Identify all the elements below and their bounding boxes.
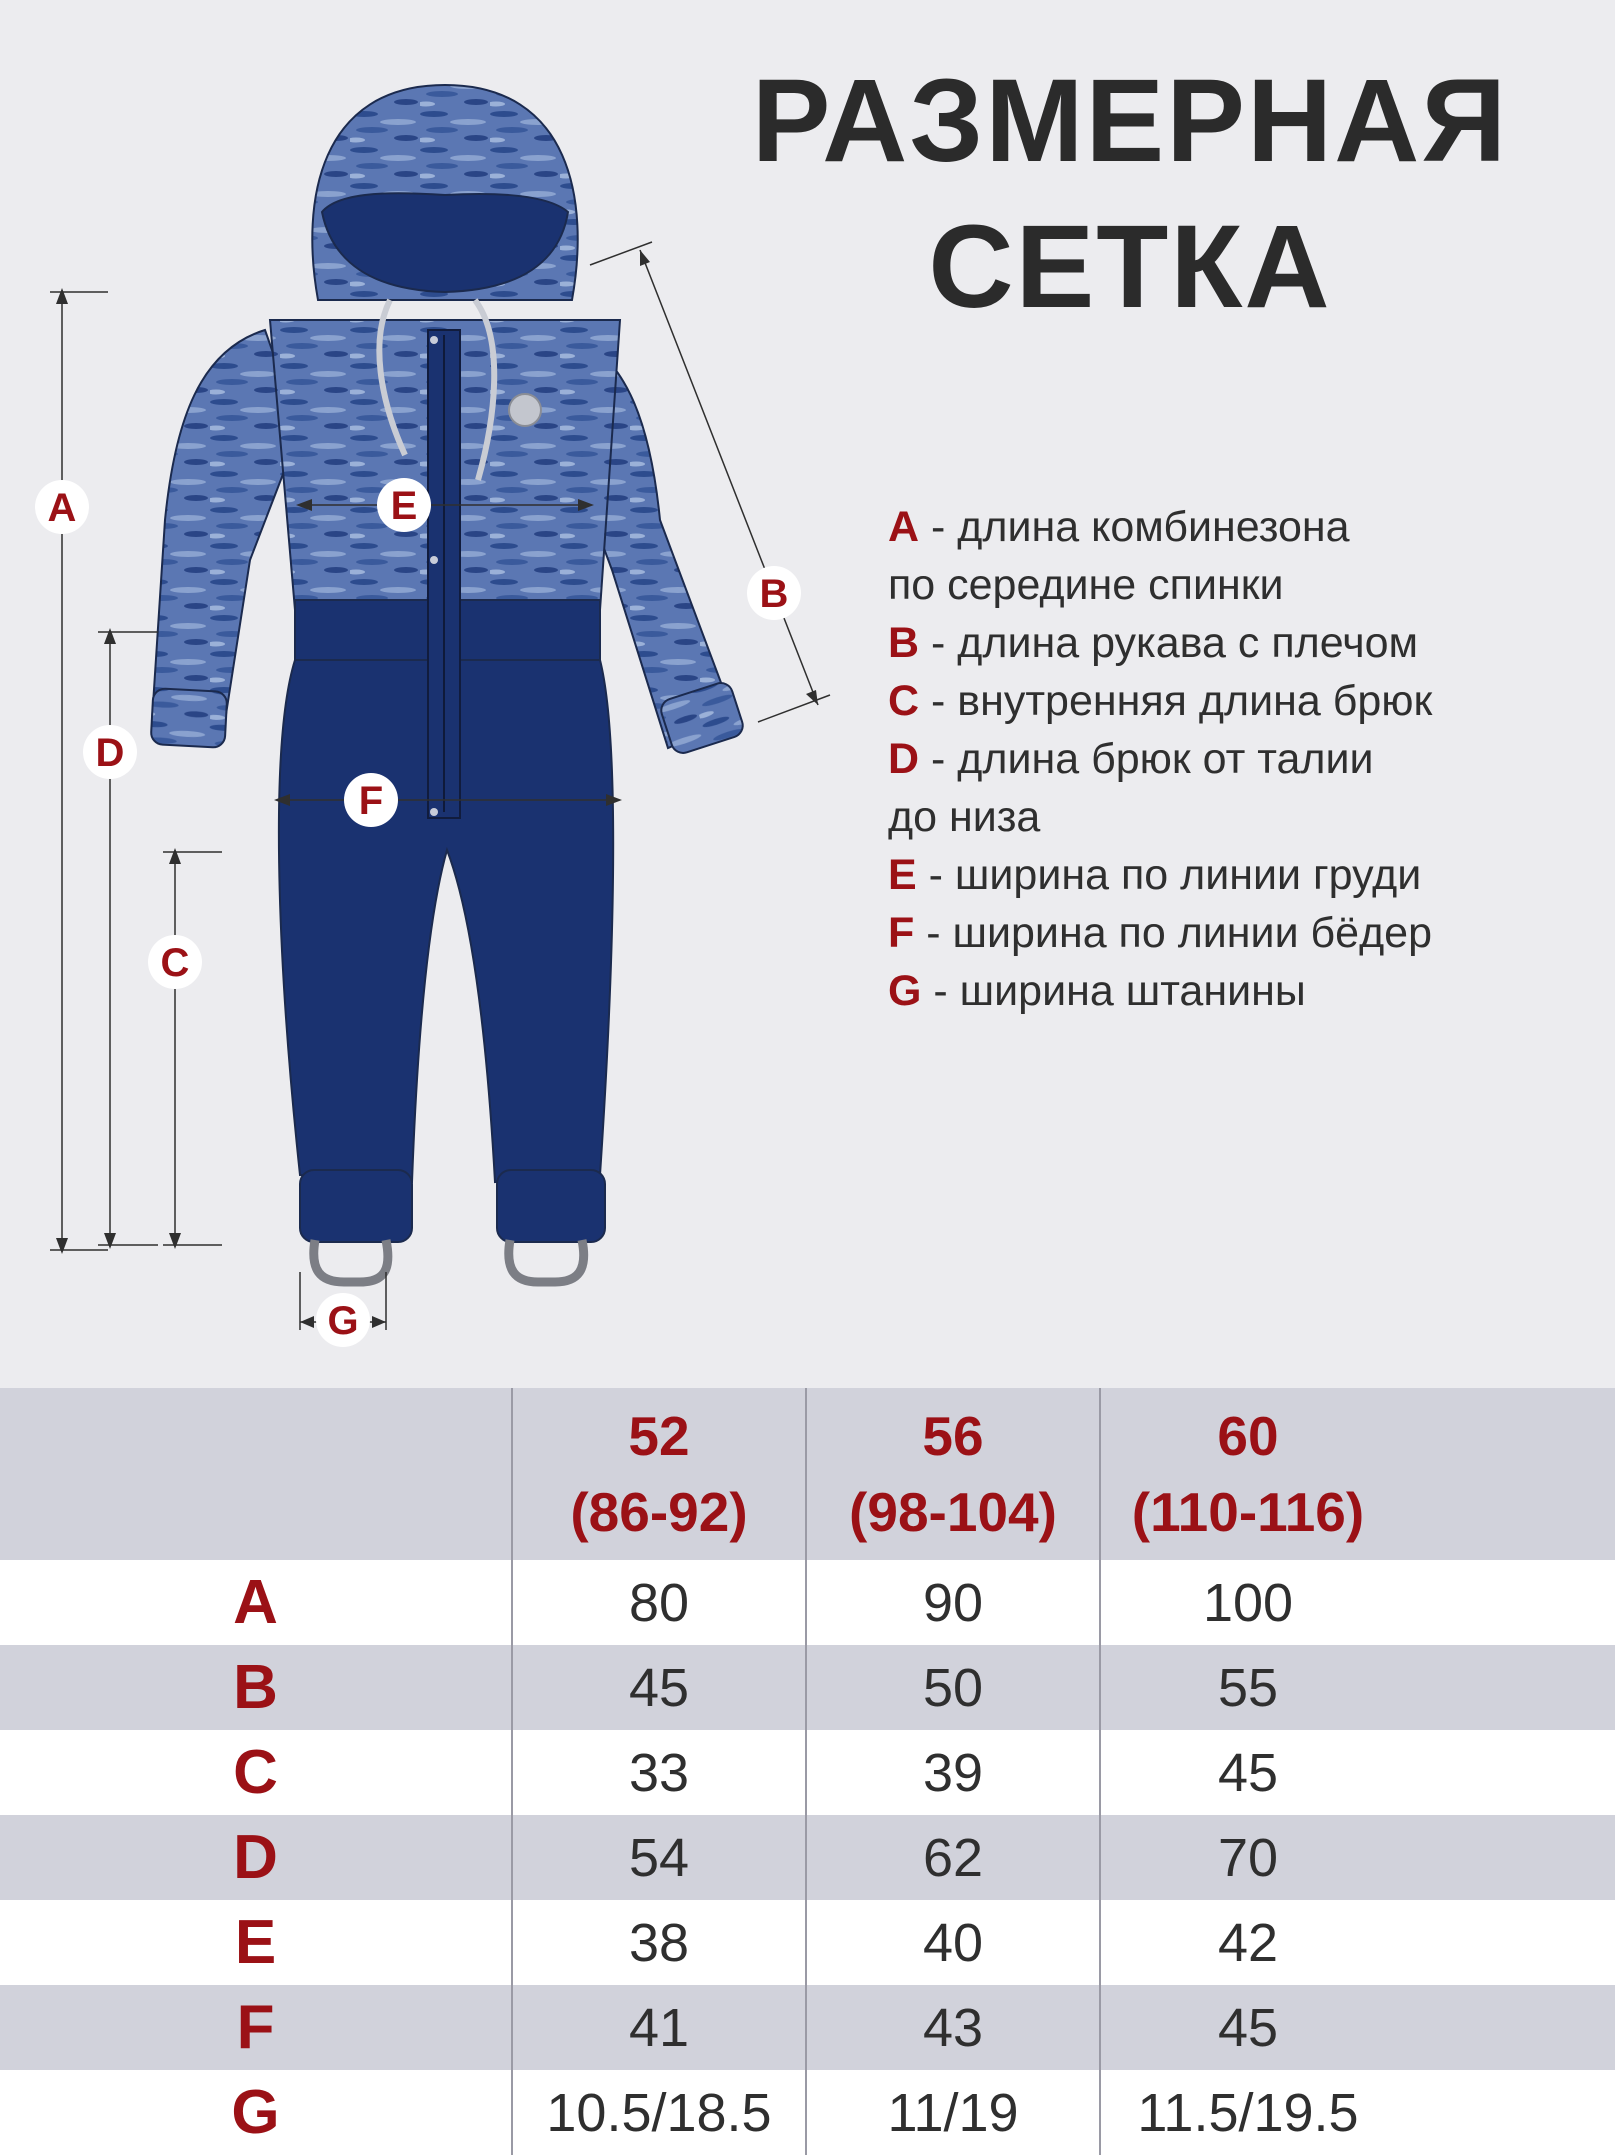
left-cuff	[151, 688, 228, 748]
row-label: B	[233, 1653, 278, 1722]
row-label: D	[233, 1823, 278, 1892]
table-cell: 43	[806, 1985, 1100, 2070]
table-row	[0, 1815, 1615, 1900]
legend-text: - ширина по линии бёдер	[914, 909, 1433, 957]
reflective-badge	[509, 394, 541, 426]
legend-text: - ширина штанины	[921, 967, 1306, 1015]
row-label: C	[233, 1738, 278, 1807]
table-cell: 45	[1100, 1985, 1615, 2070]
right-leg-cuff	[497, 1170, 605, 1242]
row-label: E	[234, 1908, 277, 1977]
legend-text: - внутренняя длина брюк	[919, 677, 1433, 725]
table-cell: 45	[512, 1645, 806, 1730]
marker-b	[747, 566, 801, 620]
left-stirrup	[314, 1240, 388, 1282]
size-number: 52	[628, 1405, 690, 1467]
table-cell: 45	[1100, 1730, 1615, 1815]
svg-text:G: G	[327, 1299, 359, 1343]
svg-text:E: E	[390, 484, 418, 528]
size-column-header	[806, 1388, 1100, 1560]
legend-letter: D	[888, 735, 920, 783]
table-cell: 62	[806, 1815, 1100, 1900]
page-title-line-1: РАЗМЕРНАЯ	[751, 55, 1509, 187]
size-range: (86-92)	[570, 1481, 748, 1543]
table-cell: 80	[512, 1560, 806, 1645]
size-column-header	[1100, 1388, 1615, 1560]
legend-item-c	[888, 672, 1608, 730]
size-table	[0, 1388, 1615, 2155]
legend-letter: B	[888, 619, 920, 667]
legend-text: - длина рукава с плечом	[919, 619, 1419, 667]
table-cell: 42	[1100, 1900, 1615, 1985]
table-cell: 11.5/19.5	[1100, 2070, 1615, 2155]
right-stirrup	[509, 1240, 584, 1282]
legend-letter: G	[888, 967, 922, 1015]
table-row	[0, 1645, 1615, 1730]
svg-text:A: A	[47, 486, 77, 530]
row-label: A	[233, 1568, 278, 1637]
marker-e	[377, 478, 431, 532]
page-title-line-2: СЕТКА	[928, 201, 1332, 333]
legend-text: - длина брюк от талии	[919, 735, 1374, 783]
legend-item-a-continuation: по середине спинки	[888, 561, 1284, 609]
legend-text: - ширина по линии груди	[916, 851, 1422, 899]
svg-text:F: F	[358, 779, 384, 823]
table-cell: 50	[806, 1645, 1100, 1730]
table-cell: 40	[806, 1900, 1100, 1985]
table-cell: 54	[512, 1815, 806, 1900]
size-column-header	[512, 1388, 806, 1560]
table-cell: 38	[512, 1900, 806, 1985]
legend-item-a	[888, 498, 1608, 556]
table-cell: 39	[806, 1730, 1100, 1815]
marker-d	[83, 725, 137, 779]
table-header-row	[0, 1388, 1615, 1560]
table-cell: 41	[512, 1985, 806, 2070]
table-row	[0, 1900, 1615, 1985]
legend-letter: C	[888, 677, 920, 725]
table-cell: 11/19	[806, 2070, 1100, 2155]
svg-text:D: D	[95, 731, 125, 775]
table-cell: 100	[1100, 1560, 1615, 1645]
legend-item-d-continuation: до низа	[888, 793, 1041, 841]
table-cell: 55	[1100, 1645, 1615, 1730]
legend-item-f	[888, 904, 1608, 962]
legend-letter: F	[888, 909, 915, 957]
table-row	[0, 1560, 1615, 1645]
table-row	[0, 1985, 1615, 2070]
table-cell: 90	[806, 1560, 1100, 1645]
legend-item-d	[888, 730, 1608, 788]
header-empty-cell	[0, 1388, 512, 1560]
legend-text: - длина комбинезона	[919, 503, 1350, 551]
size-number: 60	[1217, 1405, 1279, 1467]
table-row	[0, 1730, 1615, 1815]
marker-c	[148, 935, 202, 989]
marker-f	[344, 773, 398, 827]
table-cell: 33	[512, 1730, 806, 1815]
legend-item-e	[888, 846, 1608, 904]
legend-letter: A	[888, 503, 920, 551]
svg-text:C: C	[160, 941, 190, 985]
legend-item-g	[888, 962, 1608, 1020]
legend-item-b	[888, 614, 1608, 672]
left-leg-cuff	[300, 1170, 412, 1242]
size-range: (110-116)	[1131, 1481, 1365, 1543]
marker-g	[316, 1293, 370, 1347]
svg-text:B: B	[759, 572, 789, 616]
measurement-legend	[888, 498, 1608, 1020]
row-label: F	[236, 1993, 275, 2062]
table-row	[0, 2070, 1615, 2155]
size-number: 56	[922, 1405, 984, 1467]
table-cell: 10.5/18.5	[512, 2070, 806, 2155]
table-cell: 70	[1100, 1815, 1615, 1900]
size-range: (98-104)	[849, 1481, 1057, 1543]
row-label: G	[231, 2078, 280, 2147]
legend-letter: E	[888, 851, 917, 899]
marker-a	[35, 480, 89, 534]
